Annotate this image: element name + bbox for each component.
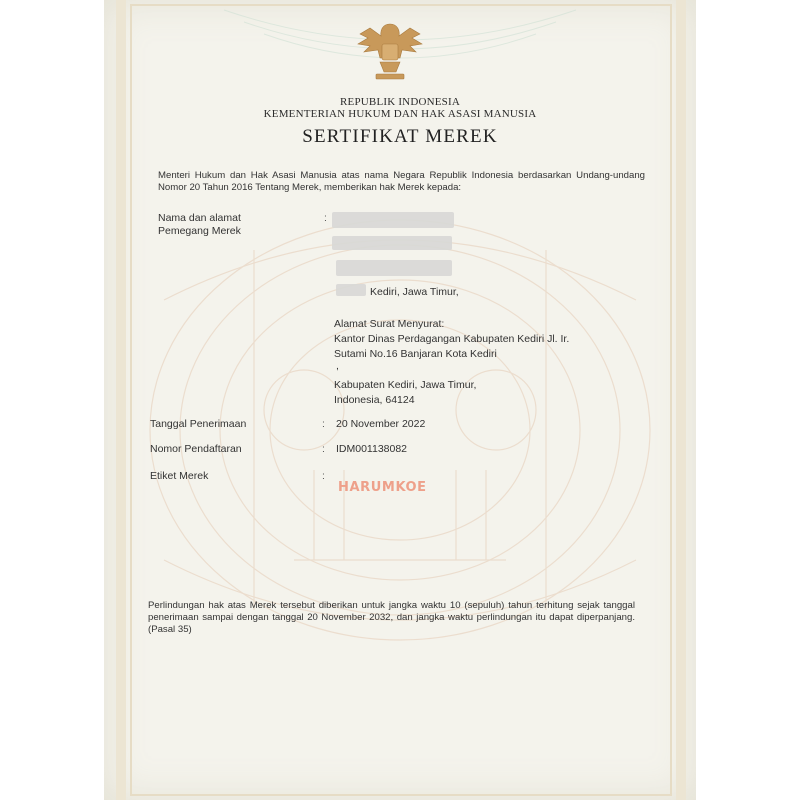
mailing-dot: ,: [336, 360, 339, 372]
mailing-line4: Indonesia, 64124: [334, 394, 415, 406]
tanggal-colon: :: [322, 418, 325, 430]
tanggal-value: 20 November 2022: [336, 418, 426, 430]
mailing-line2: Sutami No.16 Banjaran Kota Kediri: [334, 348, 497, 360]
mailing-line1: Kantor Dinas Perdagangan Kabupaten Kediri Jl. Ir.: [334, 333, 570, 345]
mailing-heading: Alamat Surat Menyurat:: [334, 318, 445, 330]
holder-label-line2: Pemegang Merek: [158, 225, 241, 237]
trademark-label: HARUMKOE: [338, 480, 427, 495]
certificate-sheet: [104, 0, 696, 800]
nomor-value: IDM001138082: [336, 443, 408, 455]
etiket-colon: :: [322, 470, 325, 482]
redacted-holder-line3: [336, 260, 452, 276]
nomor-colon: :: [322, 443, 325, 455]
redacted-holder-line2: [332, 236, 452, 250]
redacted-holder-name: [332, 212, 454, 228]
nomor-label: Nomor Pendaftaran: [150, 443, 242, 455]
intro-text: Menteri Hukum dan Hak Asasi Manusia atas nama Negara Republik Indonesia berdasarkan Undang-undang Nomor 20 Tahun 2016 Tentang Merek, memberikan hak Merek kepada:: [158, 170, 645, 193]
holder-colon: :: [324, 212, 327, 224]
redacted-holder-line4: [336, 284, 366, 296]
etiket-label: Etiket Merek: [150, 470, 209, 482]
header-country: REPUBLIK INDONESIA: [339, 96, 460, 108]
holder-label-line1: Nama dan alamat: [158, 212, 241, 224]
protection-text: Perlindungan hak atas Merek tersebut diberikan untuk jangka waktu 10 (sepuluh) tahun terhitung sejak tanggal penerimaan sampai dengan tanggal 20 November 2032, dan jangka waktu perlindungan itu dapat diperpanjang. (Pasal 35): [148, 600, 635, 635]
garuda-emblem-icon: [350, 14, 430, 84]
header-ministry: KEMENTERIAN HUKUM DAN HAK ASASI MANUSIA: [263, 108, 537, 120]
tanggal-label: Tanggal Penerimaan: [150, 418, 247, 430]
holder-address-partial: Kediri, Jawa Timur,: [370, 286, 459, 298]
mailing-line3: Kabupaten Kediri, Jawa Timur,: [334, 379, 477, 391]
page-title: SERTIFIKAT MEREK: [302, 126, 498, 147]
